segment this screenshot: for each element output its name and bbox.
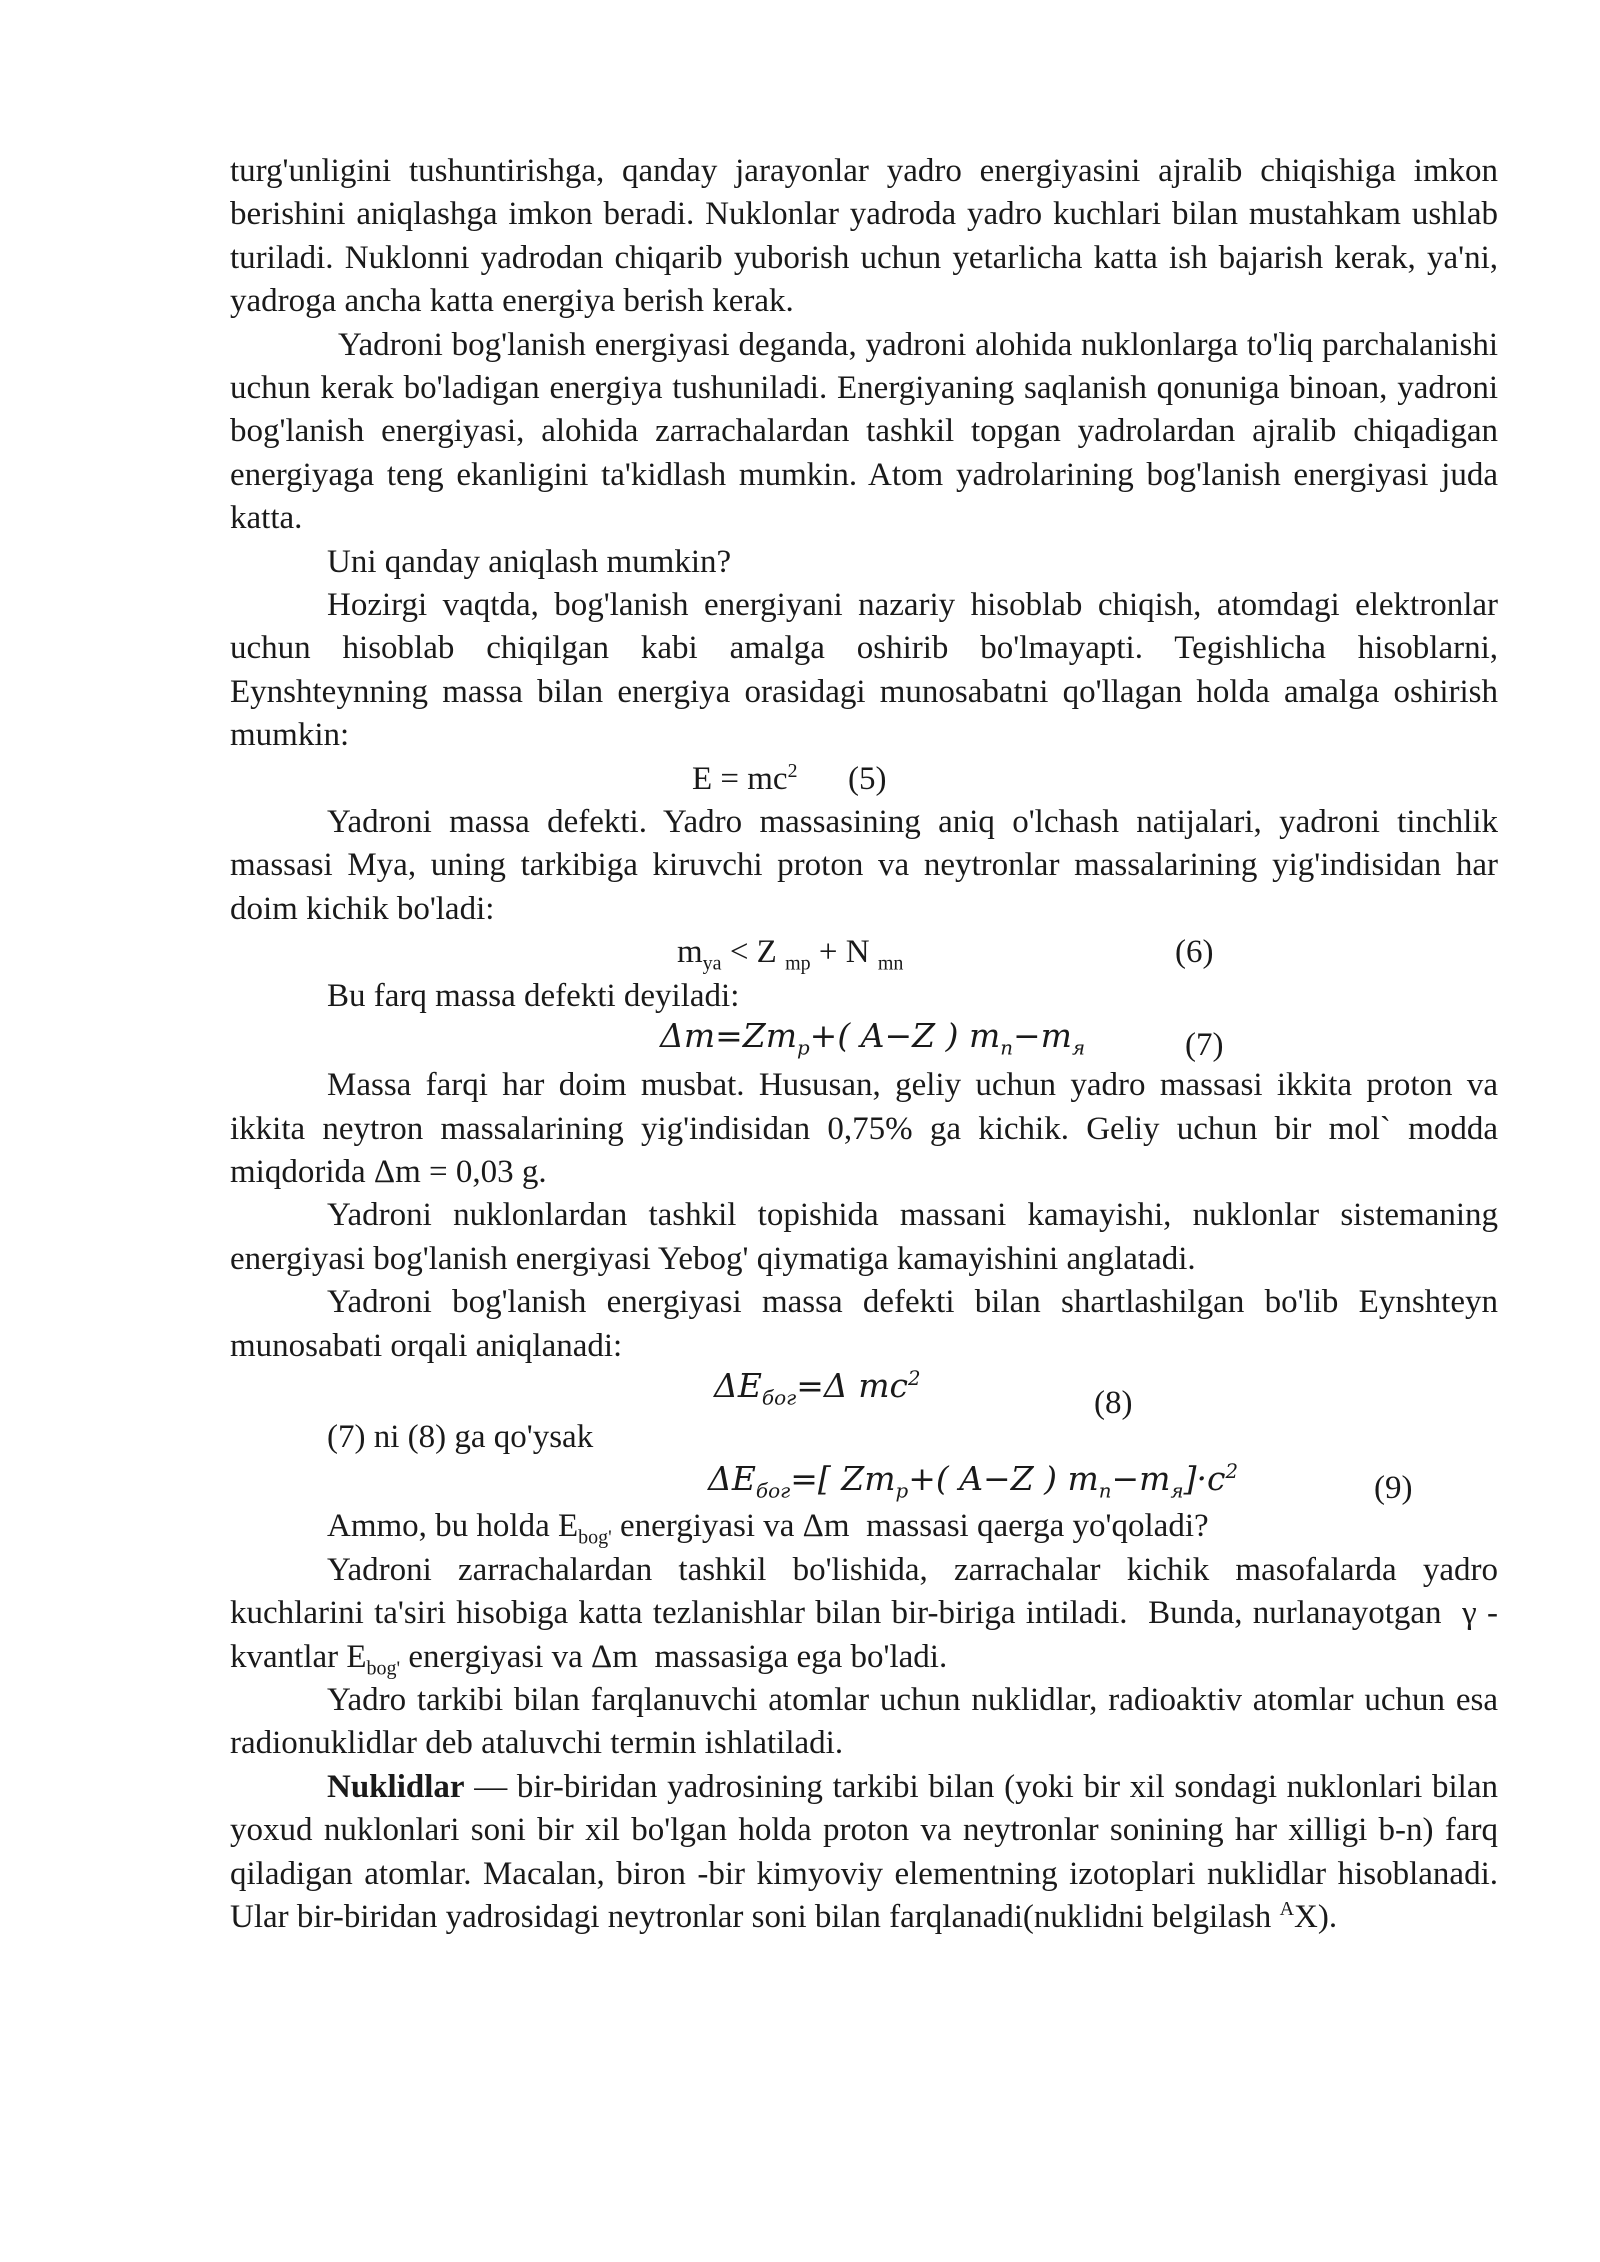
eq6-m-sub: ya: [702, 952, 722, 975]
eq8-number: (8): [1094, 1384, 1133, 1421]
equation-5: [230, 758, 1498, 801]
eq6-plus-n: + N: [810, 934, 878, 971]
eq6-mn: mn: [877, 952, 904, 975]
paragraph-11: [230, 1505, 1498, 1548]
eq9-zm: =[ Zm: [790, 1459, 896, 1499]
paragraph-5: Yadroni massa defekti. Yadro massasining aniq o'lchash natijalari, yadroni tinchlik massasi Mya, uning tarkibiga kiruvchi proton va neytronlar massalarining yig'indisidan har doim kichik bo'ladi:: [230, 804, 1498, 927]
term-nuklidlar: Nuklidlar: [327, 1768, 465, 1805]
p12-text-b: energiyasi va Δm massasiga ega bo'ladi.: [400, 1638, 948, 1675]
eq7-sub-n: n: [1000, 1036, 1013, 1060]
eq6-number: (6): [1175, 934, 1214, 971]
paragraph-4: Hozirgi vaqtda, bog'lanish energiyani nazariy hisoblab chiqish, atomdagi elektronlar uchun hisoblab chiqilgan kabi amalga oshirib bo'lmayapti. Tegishlicha hisoblarni, Eynshteynning massa bilan energiya orasidagi munosabatni qo'llagan holda amalga oshirish mumkin:: [230, 587, 1498, 754]
eq9-minus-m: −m: [1111, 1459, 1171, 1499]
p12-text-a: Yadroni zarrachalardan tashkil bo'lishida, zarrachalar kichik masofalarda yadro kuchlarini ta'siri hisobiga katta tezlanishlar bilan bir-biriga intiladi. Bunda, nurlanayotgan γ -kvantlar E: [230, 1551, 1507, 1675]
eq8-sub-bog: бог: [761, 1385, 797, 1410]
paragraph-12: [230, 1549, 1507, 1680]
eq9-number: (9): [1374, 1470, 1413, 1507]
eq5-expression: E = mc: [692, 760, 788, 797]
p11-text-b: energiyasi va Δm massasi qaerga yo'qoladi?: [611, 1508, 1209, 1545]
paragraph-6: Bu farq massa defekti deyiladi:: [327, 977, 740, 1014]
eq9-sub-n: n: [1098, 1479, 1112, 1503]
eq9-delta-e: ΔE: [708, 1459, 756, 1499]
document-page: [230, 150, 1507, 1939]
p12-sub: bog': [366, 1657, 401, 1680]
eq9-sub-bog: бог: [755, 1478, 791, 1503]
paragraph-13: Yadro tarkibi bilan farqlanuvchi atomlar uchun nuklidlar, radioaktiv atomlar uchun esa radionuklidlar deb ataluvchi termin ishlatiladi.: [230, 1681, 1498, 1762]
paragraph-9: Yadroni bog'lanish energiyasi massa defekti bilan shartlashilgan bo'lib Eynshteyn munosabati orqali aniqlanadi:: [230, 1284, 1498, 1364]
eq9-exponent: 2: [1225, 1460, 1239, 1484]
p11-sub: bog': [578, 1526, 612, 1549]
eq9-bracket-c: ]·c: [1183, 1459, 1226, 1499]
eq5-exponent: 2: [787, 759, 798, 782]
eq6-mp: mp: [785, 952, 811, 975]
paragraph-8: Yadroni nuklonlardan tashkil topishida massani kamayishi, nuklonlar sistemaning energiyasi bog'lanish energiyasi Yebog' qiymatiga kamayishini anglatadi.: [230, 1197, 1498, 1277]
paragraph-3: Uni qanday aniqlash mumkin?: [327, 543, 732, 580]
paragraph-2: Yadroni bog'lanish energiyasi deganda, yadroni alohida nuklonlarga to'liq parchalanishi uchun kerak bo'ladigan energiya tushuniladi. Energiyaning saqlanish qonuniga binoan, yadroni bog'lanish energiyasi, alohida zarrachalardan tashkil topgan yadrolardan ajralib chiqadigan energiyaga teng ekanligini ta'kidlash mumkin. Atom yadrolarining bog'lanish energiyasi juda katta.: [230, 326, 1498, 537]
equation-9: [230, 1455, 1498, 1505]
eq7-sub-ya: я: [1071, 1036, 1086, 1060]
paragraph-1: turg'unligini tushuntirishga, qanday jarayonlar yadro energiyasini ajralib chiqishiga imkon berishini aniqlashga imkon beradi. Nuklonlar yadroda yadro kuchlari bilan mustahkam ushlab turiladi. Nuklonni yadrodan chiqarib yuborish uchun yetarlicha katta ish bajarish kerak, ya'ni, yadroga ancha katta energiya berish kerak.: [230, 153, 1498, 320]
p14-text-b: X).: [1294, 1898, 1338, 1935]
eq9-term: +( A−Z ) m: [908, 1459, 1099, 1499]
eq6-m: m: [677, 934, 703, 971]
equation-6: [230, 931, 1498, 974]
eq9-sub-p: p: [895, 1479, 909, 1503]
eq6-lt-z: < Z: [721, 934, 786, 971]
p14-text-a: — bir-biridan yadrosining tarkibi bilan (yoki bir xil sondagi nuklonlari bilan yoxud nuklonlari soni bir xil bo'lgan holda proton va neytronlar sonining har xilligi b-n) farq qiladigan atomlar. Macalan, biron -bir kimyoviy elementning izotoplari nuklidlar hisoblanadi. Ular bir-biridan yadrosidagi neytronlar soni bilan farqlanadi(nuklidni belgilash: [230, 1768, 1498, 1935]
paragraph-10: (7) ni (8) ga qo'ysak: [327, 1418, 594, 1455]
equation-7: [230, 1018, 1498, 1064]
p14-sup: A: [1279, 1897, 1295, 1920]
paragraph-7: Massa farqi har doim musbat. Hususan, geliy uchun yadro massasi ikkita proton va ikkita neytron massalarining yig'indisidan 0,75% ga kichik. Geliy uchun bir mol` modda miqdorida Δm = 0,03 g.: [230, 1067, 1498, 1190]
eq7-term: +( A−Z ) m: [809, 1016, 1001, 1056]
eq8-rhs: =Δ mc: [796, 1365, 909, 1405]
eq8-exponent: 2: [908, 1366, 921, 1390]
paragraph-14: [230, 1766, 1498, 1940]
equation-8: [230, 1365, 1498, 1421]
paragraph-10-line: [230, 1412, 1498, 1455]
p11-text-a: Ammo, bu holda E: [327, 1508, 579, 1545]
eq7-delta-m: Δm=Zm: [660, 1016, 797, 1056]
eq8-delta-e: ΔE: [714, 1365, 762, 1405]
eq7-sub-p: p: [797, 1036, 810, 1060]
eq5-number: (5): [848, 760, 887, 797]
eq7-number: (7): [1185, 1027, 1224, 1064]
eq9-sub-ya: я: [1170, 1479, 1184, 1503]
eq7-minus-m: −m: [1013, 1016, 1072, 1056]
